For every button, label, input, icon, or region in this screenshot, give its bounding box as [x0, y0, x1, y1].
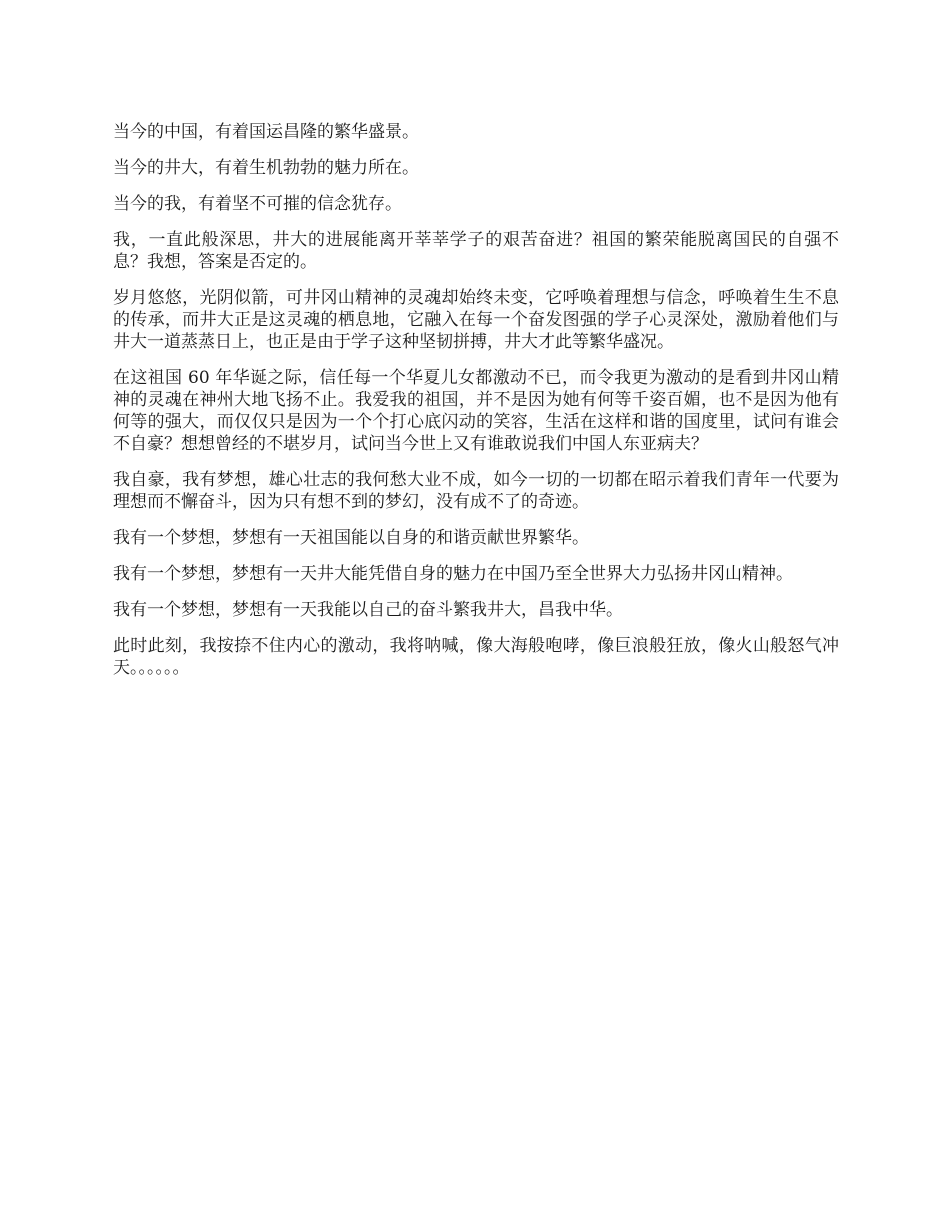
paragraph-6: 在这祖国 60 年华诞之际，信任每一个华夏儿女都激动不已，而令我更为激动的是看到井冈山精神的灵魂在神州大地飞扬不止。我爱我的祖国，并不是因为她有何等千姿百媚，也不是因为他有何等的强大，而仅仅只是因为一个个打心底闪动的笑容，生活在这样和谐的国度里，试问有谁会不自豪？想想曾经的不堪岁月，试问当今世上又有谁敢说我们中国人东亚病夫？ [113, 368, 839, 454]
paragraph-4: 我，一直此般深思，井大的进展能离开莘莘学子的艰苦奋进？祖国的繁荣能脱离国民的自强不息？我想，答案是否定的。 [113, 230, 839, 272]
paragraph-11: 此时此刻，我按捺不住内心的激动，我将呐喊，像大海般咆哮，像巨浪般狂放，像火山般怒气冲天。。。。。。 [113, 636, 839, 678]
paragraph-8: 我有一个梦想，梦想有一天祖国能以自身的和谐贡献世界繁华。 [113, 528, 589, 548]
paragraph-9: 我有一个梦想，梦想有一天井大能凭借自身的魅力在中国乃至全世界大力弘扬井冈山精神。 [113, 564, 793, 584]
paragraph-2: 当今的井大，有着生机勃勃的魅力所在。 [113, 158, 419, 178]
paragraph-5: 岁月悠悠，光阴似箭，可井冈山精神的灵魂却始终未变，它呼唤着理想与信念，呼唤着生生不息的传承，而井大正是这灵魂的栖息地，它融入在每一个奋发图强的学子心灵深处，激励着他们与井大一道蒸蒸日上，也正是由于学子这种坚韧拼搏，井大才此等繁华盛况。 [113, 288, 839, 352]
paragraph-7: 我自豪，我有梦想，雄心壮志的我何愁大业不成，如今一切的一切都在昭示着我们青年一代要为理想而不懈奋斗，因为只有想不到的梦幻，没有成不了的奇迹。 [113, 470, 839, 512]
document-body [113, 121, 839, 693]
paragraph-3: 当今的我，有着坚不可摧的信念犹存。 [113, 194, 402, 214]
paragraph-10: 我有一个梦想，梦想有一天我能以自己的奋斗繁我井大，昌我中华。 [113, 600, 623, 620]
paragraph-1: 当今的中国，有着国运昌隆的繁华盛景。 [113, 122, 419, 142]
